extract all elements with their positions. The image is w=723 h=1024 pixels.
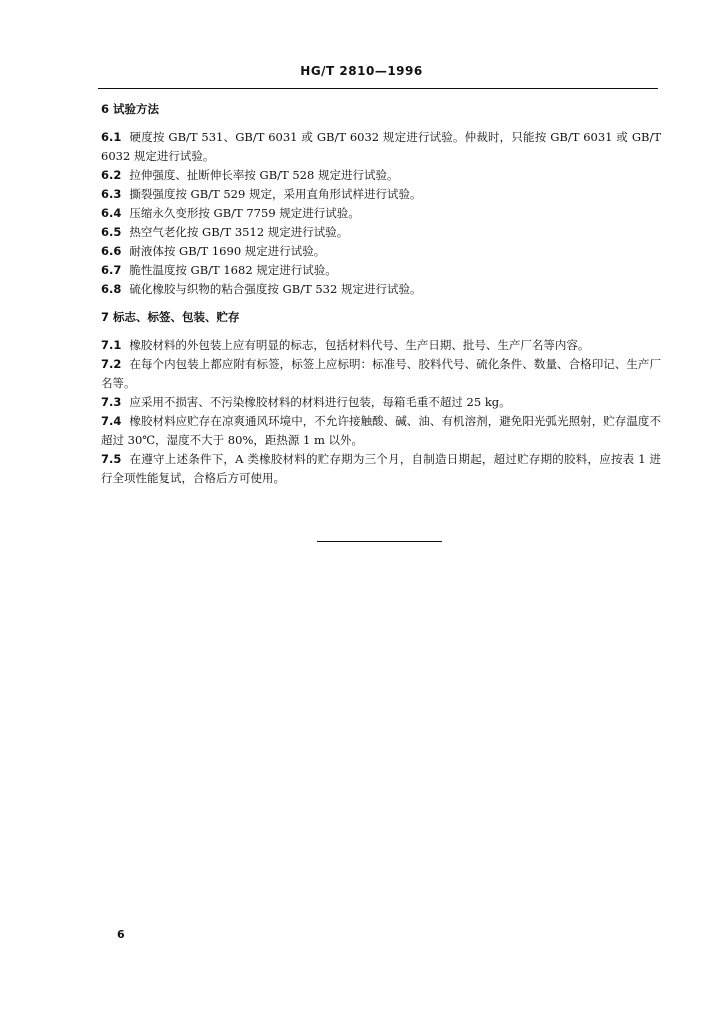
clause-number: 7.3	[101, 395, 122, 409]
clause-text: 压缩永久变形按 GB/T 7759 规定进行试验。	[129, 206, 360, 220]
clause-number: 6.2	[101, 168, 122, 182]
clause-7-1	[101, 336, 661, 355]
clause-text: 硫化橡胶与织物的粘合强度按 GB/T 532 规定进行试验。	[129, 282, 422, 296]
clause-number: 6.3	[101, 187, 122, 201]
section-7-title: 7 标志、标签、包装、贮存	[101, 310, 240, 324]
clause-text: 脆性温度按 GB/T 1682 规定进行试验。	[129, 263, 337, 277]
clause-number: 7.1	[101, 338, 122, 352]
clause-text: 耐液体按 GB/T 1690 规定进行试验。	[129, 244, 326, 258]
clause-text: 撕裂强度按 GB/T 529 规定，采用直角形试样进行试验。	[129, 187, 422, 201]
clause-6-8	[101, 280, 661, 299]
clause-number: 6.8	[101, 282, 122, 296]
clause-number: 6.7	[101, 263, 122, 277]
end-of-text-rule	[317, 541, 442, 542]
clause-number: 7.5	[101, 452, 122, 466]
clause-6-4	[101, 204, 661, 223]
section-6-title: 6 试验方法	[101, 102, 160, 116]
clause-6-5	[101, 223, 661, 242]
clause-text: 在遵守上述条件下，A 类橡胶材料的贮存期为三个月，自制造日期起，超过贮存期的胶料，应按表 1 进行全项性能复试，合格后方可使用。	[101, 452, 661, 485]
clause-7-5	[101, 450, 661, 488]
clause-text: 在每个内包装上都应附有标签，标签上应标明：标准号、胶料代号、硫化条件、数量、合格印记、生产厂名等。	[101, 357, 661, 390]
standard-code-header: HG/T 2810—1996	[300, 64, 423, 78]
clause-number: 6.6	[101, 244, 122, 258]
clause-text: 橡胶材料应贮存在凉爽通风环境中，不允许接触酸、碱、油、有机溶剂，避免阳光弧光照射，贮存温度不超过 30℃，湿度不大于 80%，距热源 1 m 以外。	[101, 414, 661, 447]
clause-6-2	[101, 166, 661, 185]
clause-7-3	[101, 393, 661, 412]
page-number: 6	[117, 928, 125, 941]
clause-text: 热空气老化按 GB/T 3512 规定进行试验。	[129, 225, 349, 239]
clause-6-7	[101, 261, 661, 280]
clause-number: 6.5	[101, 225, 122, 239]
clause-text: 橡胶材料的外包装上应有明显的标志，包括材料代号、生产日期、批号、生产厂名等内容。	[129, 338, 590, 352]
clause-text: 应采用不损害、不污染橡胶材料的材料进行包装，每箱毛重不超过 25 kg。	[129, 395, 511, 409]
clause-6-3	[101, 185, 661, 204]
header-rule	[98, 88, 658, 89]
clause-6-1	[101, 128, 661, 166]
clause-7-2	[101, 355, 661, 393]
clause-number: 6.4	[101, 206, 122, 220]
clause-number: 6.1	[101, 130, 122, 144]
clause-7-4	[101, 412, 661, 450]
clause-text: 拉伸强度、扯断伸长率按 GB/T 528 规定进行试验。	[129, 168, 399, 182]
clause-6-6	[101, 242, 661, 261]
clause-number: 7.4	[101, 414, 122, 428]
clause-number: 7.2	[101, 357, 122, 371]
page-content	[101, 100, 661, 488]
clause-text: 硬度按 GB/T 531、GB/T 6031 或 GB/T 6032 规定进行试验。仲裁时，只能按 GB/T 6031 或 GB/T 6032 规定进行试验。	[101, 130, 661, 163]
